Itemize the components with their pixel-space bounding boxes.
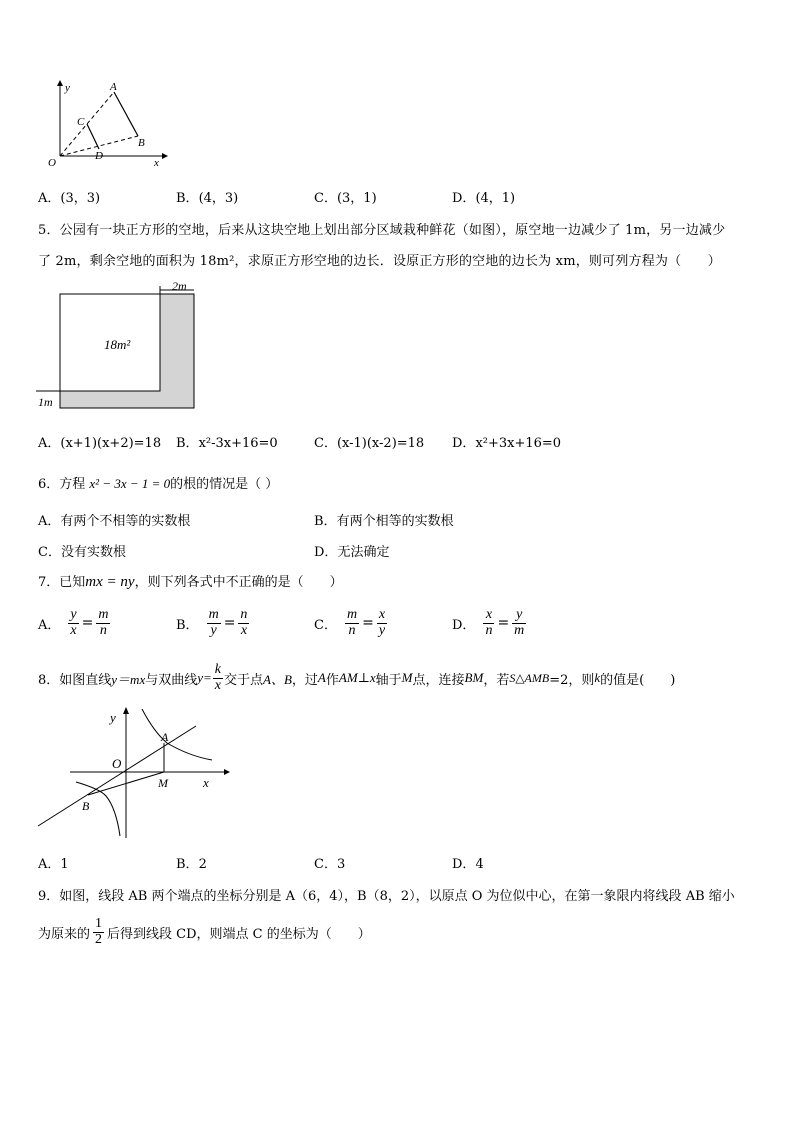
q6-option-b: B．有两个相等的实数根	[314, 514, 454, 529]
q5-label-area: 18m²	[104, 337, 131, 352]
q8-label-y: y	[110, 710, 116, 725]
q5-stem-line1: 5．公园有一块正方形的空地，后来从这块空地上划出部分区域栽种鲜花（如图），原空地一边减少了 1m，另一边减少	[38, 223, 726, 238]
q8-option-a: A．1	[38, 857, 69, 872]
q8-hyperbola-figure	[34, 704, 239, 840]
q6-option-d: D．无法确定	[314, 545, 390, 560]
q7-option-d: D． $\frac{x}{n}$ = $\frac{y}{m}$	[452, 607, 525, 638]
q8-option-d: D．4	[452, 857, 484, 872]
q9-stem-line1: 9．如图，线段 AB 两个端点的坐标分别是 A（6，4），B（8，2），以原点 O 为位似中心，在第一象限内将线段 AB 缩小	[38, 889, 735, 904]
q5-option-d: D．x²+3x+16=0	[452, 436, 562, 451]
q9-stem-line2: 为原来的 $\frac{1}{2}$ 后得到线段 CD，则端点 C 的坐标为（ ）	[38, 916, 371, 947]
q4-label-y: y	[65, 82, 70, 94]
q8-stem: 8．如图直线 y＝mx 与双曲线 y= $\frac{k}{x}$ 交于点 A、B ，过 A 作 AM⊥x 轴于 M 点，连接 BM ，若 S△AMB =2，则 k 的值是( )	[38, 662, 676, 693]
q6-equation: x² − 3x − 1 = 0	[89, 476, 171, 491]
q4-label-a: A	[110, 81, 117, 93]
q5-label-2m: 2m	[172, 279, 187, 293]
q7-option-c: C． $\frac{m}{n}$ = $\frac{x}{y}$	[314, 607, 386, 638]
q5-square-figure	[34, 278, 204, 414]
q8-option-c: C．3	[314, 857, 346, 872]
q4-option-b: B．(4，3)	[176, 191, 239, 206]
q5-option-b: B．x²-3x+16=0	[176, 436, 278, 451]
q7-equation: mx = ny	[85, 574, 135, 590]
q4-label-x: x	[154, 157, 159, 168]
q4-label-d: D	[95, 150, 103, 162]
q8-label-x: x	[203, 775, 209, 790]
q4-option-c: C．(3，1)	[314, 191, 377, 206]
q5-label-1m: 1m	[38, 395, 53, 409]
q6-option-a: A．有两个不相等的实数根	[38, 514, 191, 529]
q4-option-a: A．(3，3)	[38, 191, 101, 206]
q4-label-c: C	[77, 116, 85, 128]
q5-option-a: A．(x+1)(x+2)=18	[38, 436, 162, 451]
q4-label-o: O	[48, 157, 56, 168]
q8-label-m: M	[158, 776, 168, 790]
q5-option-c: C．(x-1)(x-2)=18	[314, 436, 425, 451]
q8-label-b: B	[82, 799, 90, 813]
q8-label-a: A	[161, 730, 169, 744]
q6-stem: 6．方程 x² − 3x − 1 = 0的根的情况是（ ）	[38, 476, 279, 492]
q8-label-o: O	[112, 756, 122, 771]
q7-option-b: B． $\frac{m}{y}$ = $\frac{n}{x}$	[176, 607, 248, 638]
q5-stem-line2: 了 2m，剩余空地的面积为 18m²，求原正方形空地的边长．设原正方形的空地的边长为 xm，则可列方程为（ ）	[38, 254, 721, 269]
q8-option-b: B．2	[176, 857, 207, 872]
q7-stem: 7．已知mx = ny，则下列各式中不正确的是（ ）	[38, 574, 343, 590]
q6-option-c: C．没有实数根	[38, 545, 126, 560]
q4-option-d: D．(4，1)	[452, 191, 516, 206]
q4-label-b: B	[138, 137, 145, 149]
q4-coordinate-figure	[34, 78, 174, 168]
q7-option-a: A． $\frac{y}{x}$ = $\frac{m}{n}$	[38, 607, 109, 638]
